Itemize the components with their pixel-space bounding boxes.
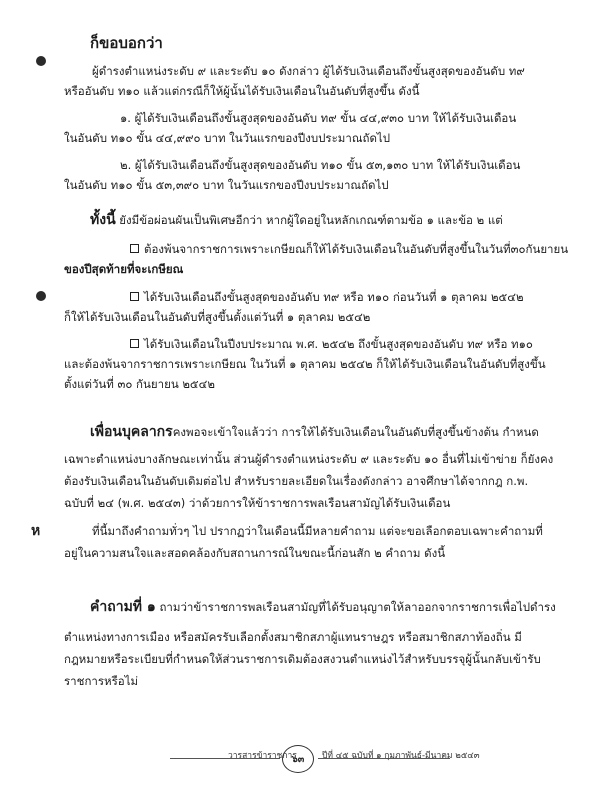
paragraph-line: อยู่ในความสนใจและสอดคล้องกับสถานการณ์ในขณะนี้ก่อนสัก ๒ คำถาม ดังนี้	[64, 546, 446, 560]
paragraph-line: ที่นี้มาถึงคำถามทั่วๆ ไป ปรากฏว่าในเดือนนี้มีหลายคำถาม แต่จะขอเลือกตอบเฉพาะคำถามที่	[92, 524, 543, 538]
page-number-badge	[282, 745, 314, 773]
paragraph-lead-line	[90, 425, 539, 439]
question-lead-line	[90, 600, 556, 614]
lead-text: คงพอจะเข้าใจแล้วว่า การให้ได้รับเงินเดือนในอันดับที่สูงขึ้นข้างต้น กำหนด	[172, 425, 539, 439]
journal-name: วารสารข้าราชการ	[228, 751, 297, 761]
lead-word: เพื่อนบุคลากร	[90, 424, 173, 440]
punch-hole-top	[36, 56, 46, 66]
checkbox-item: ได้รับเงินเดือนในปีงบประมาณ พ.ศ. ๒๕๔๒ ถึงขั้นสูงสุดของอันดับ ท๙ หรือ ท๑๐	[130, 337, 533, 351]
question-text: ถามว่าข้าราชการพลเรือนสามัญที่ได้รับอนุญาตให้ลาออกจากราชการเพื่อไปดำรง	[155, 600, 556, 614]
checkbox-square-icon	[130, 244, 139, 253]
lead-text: ยังมีข้อผ่อนผันเป็นพิเศษอีกว่า หากผู้ใดอยู่ในหลักเกณฑ์ตามข้อ ๑ และข้อ ๒ แต่	[115, 213, 503, 227]
checkbox-item: ได้รับเงินเดือนถึงขั้นสูงสุดของอันดับ ท๙ หรือ ท๑๐ ก่อนวันที่ ๑ ตุลาคม ๒๕๔๒	[130, 290, 524, 304]
paragraph-line: ราชการหรือไม่	[64, 674, 139, 688]
paragraph-line: ตำแหน่งทางการเมือง หรือสมัครรับเลือกตั้งสมาชิกสภาผู้แทนราษฎร หรือสมาชิกสภาท้องถิ่น มี	[64, 630, 522, 644]
margin-mark: ห	[31, 523, 41, 539]
paragraph-line: และต้องพ้นจากราชการเพราะเกษียณ ในวันที่ ๑ ตุลาคม ๒๕๔๒ ก็ให้ได้รับเงินเดือนในอันดับที่สูงขึ้น	[64, 357, 546, 371]
checkbox-square-icon	[130, 339, 139, 348]
page-footer	[0, 744, 612, 774]
section-heading: ก็ขอบอกว่า	[90, 34, 163, 52]
lead-word: ทั้งนี้	[90, 212, 116, 228]
paragraph-line: หรืออันดับ ท๑๐ แล้วแต่กรณีก็ให้ผู้นั้นได้รับเงินเดือนในอันดับที่สูงขึ้น ดังนี้	[64, 84, 420, 98]
paragraph-line: ของปีสุดท้ายที่จะเกษียณ	[64, 262, 184, 276]
checkbox-item: ต้องพ้นจากราชการเพราะเกษียณก็ให้ได้รับเงินเดือนในอันดับที่สูงขึ้นในวันที่๓๐กันยายน	[130, 242, 568, 256]
issue-info: ปีที่ ๔๕ ฉบับที่ ๑ กุมภาพันธ์-มีนาคม ๒๕๔๓	[322, 751, 480, 761]
paragraph-line: ฉบับที่ ๒๔ (พ.ศ. ๒๕๔๓) ว่าด้วยการให้ข้าราชการพลเรือนสามัญได้รับเงินเดือน	[64, 496, 451, 510]
paragraph-lead-line	[90, 213, 503, 227]
punch-hole-middle	[36, 291, 46, 301]
paragraph-line: ตั้งแต่วันที่ ๓๐ กันยายน ๒๕๔๒	[64, 377, 215, 391]
paragraph-line: เฉพาะตำแหน่งบางลักษณะเท่านั้น ส่วนผู้ดำรงตำแหน่งระดับ ๙ และระดับ ๑๐ อื่นที่ไม่เข้าข่าย ก็ยังคง	[64, 452, 554, 466]
checkbox-square-icon	[130, 292, 139, 301]
paragraph-line: กฎหมายหรือระเบียบที่กำหนดให้ส่วนราชการเดิมต้องสงวนตำแหน่งไว้สำหรับบรรจุผู้นั้นกลับเข้ารับ	[64, 652, 541, 666]
paragraph-line: ในอันดับ ท๑๐ ขั้น ๔๔,๙๙๐ บาท ในวันแรกของปีงบประมาณถัดไป	[64, 131, 390, 145]
paragraph-line: ก็ให้ได้รับเงินเดือนในอันดับที่สูงขึ้นตั้งแต่วันที่ ๑ ตุลาคม ๒๕๔๒	[64, 310, 371, 324]
paragraph-line: ต้องรับเงินเดือนในอันดับเดิมต่อไป สำหรับรายละเอียดในเรื่องดังกล่าว อาจศึกษาได้จากกฎ ก.พ.	[64, 474, 529, 488]
question-label: คำถามที่ ๑	[90, 599, 156, 615]
list-item: ๒. ผู้ได้รับเงินเดือนถึงขั้นสูงสุดของอันดับ ท๑๐ ขั้น ๕๓,๑๓๐ บาท ให้ได้รับเงินเดือน	[120, 158, 521, 172]
list-item: ๑. ผู้ได้รับเงินเดือนถึงขั้นสูงสุดของอันดับ ท๙ ขั้น ๔๔,๙๓๐ บาท ให้ได้รับเงินเดือน	[120, 111, 517, 125]
paragraph-line: ในอันดับ ท๑๐ ขั้น ๕๓,๓๙๐ บาท ในวันแรกของปีงบประมาณถัดไป	[64, 178, 389, 192]
page-number: ๖๓	[291, 754, 305, 765]
paragraph-line: ผู้ดำรงตำแหน่งระดับ ๙ และระดับ ๑๐ ดังกล่าว ผู้ได้รับเงินเดือนถึงขั้นสูงสุดของอันดับ ท๙	[92, 64, 525, 78]
